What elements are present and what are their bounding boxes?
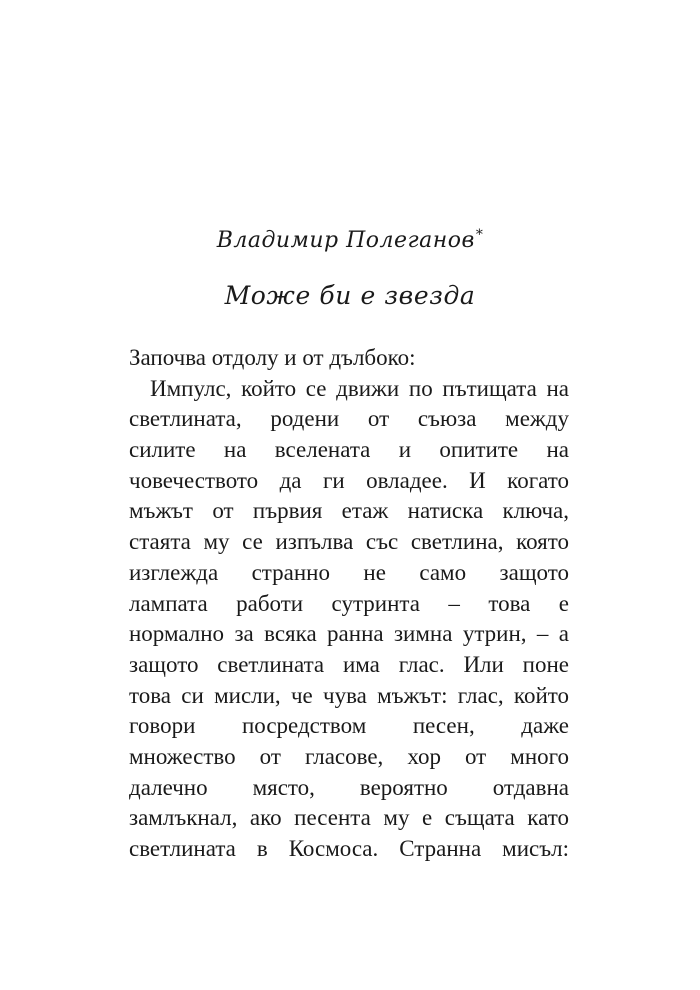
body-line: нормално за всяка ранна зимна утрин, – а (129, 621, 569, 647)
body-line: лампата работи сутринта – това е (129, 590, 569, 616)
body-line: светлината в Космоса. Странна мисъл: (129, 836, 569, 861)
body-line: мъжът от първия етаж натиска ключа, (129, 498, 569, 524)
body-line: множество от гласове, хор от много (129, 743, 569, 769)
body-line: стаята му се изпълва със светлина, която (129, 529, 569, 555)
body-line: Започва отдолу и от дълбоко: (129, 345, 416, 370)
story-title: Може би е звезда (224, 281, 476, 310)
body-line: далечно място, вероятно отдавна (129, 774, 569, 800)
body-line: говори посредством песен, даже (129, 713, 569, 739)
body-line: човечеството да ги овладее. И когато (129, 467, 569, 493)
footnote-mark: * (475, 226, 484, 243)
body-line: светлината, родени от съюза между (129, 406, 569, 432)
author-name-text: Владимир Полеганов (216, 228, 475, 253)
story-body (129, 343, 569, 865)
body-line: Импулс, който се движи по пътищата на (150, 375, 569, 401)
body-line: замлъкнал, ако песента му е същата като (129, 805, 569, 831)
body-line: изглежда странно не само защото (129, 559, 569, 585)
body-line: силите на вселената и опитите на (129, 437, 569, 463)
body-line: това си мисли, че чува мъжът: глас, който (129, 682, 569, 708)
author-name (0, 226, 700, 256)
body-line: защото светлината има глас. Или поне (129, 651, 569, 677)
